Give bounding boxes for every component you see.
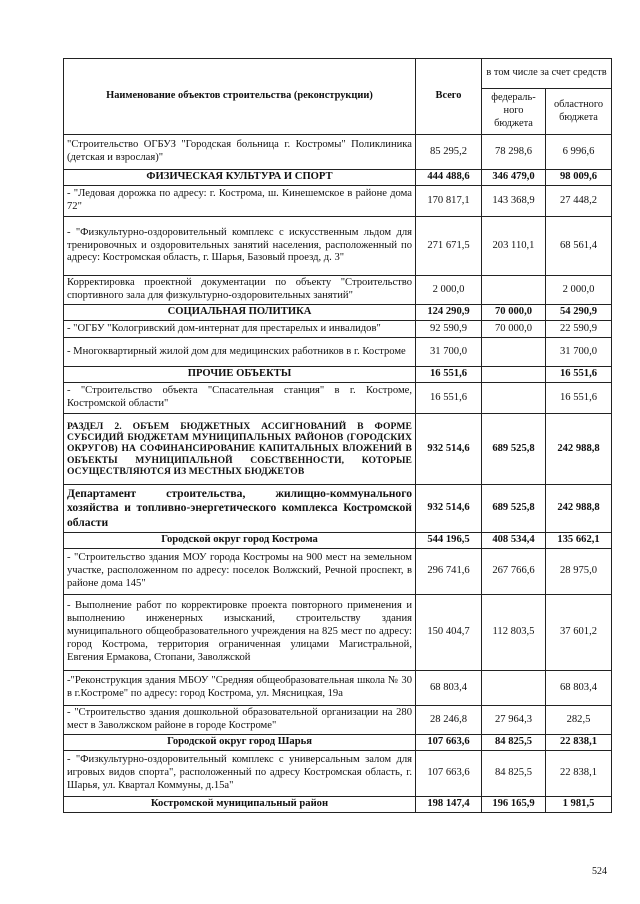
row-federal-cell: 27 964,3 bbox=[482, 706, 546, 735]
section-row bbox=[64, 797, 612, 813]
row-federal-cell bbox=[482, 671, 546, 706]
row-total-cell: 31 700,0 bbox=[416, 338, 482, 367]
row-regional-cell: 68 803,4 bbox=[546, 671, 612, 706]
row-regional-cell: 135 662,1 bbox=[546, 533, 612, 549]
row-federal-cell: 267 766,6 bbox=[482, 549, 546, 595]
row-total-cell: 932 514,6 bbox=[416, 485, 482, 533]
dept-row bbox=[64, 485, 612, 533]
row-name-cell: - "ОГБУ "Кологривский дом-интернат для престарелых и инвалидов" bbox=[64, 321, 416, 338]
row-regional-cell: 22 590,9 bbox=[546, 321, 612, 338]
row-total-cell: 92 590,9 bbox=[416, 321, 482, 338]
row-federal-cell: 203 110,1 bbox=[482, 217, 546, 276]
section-row bbox=[64, 170, 612, 186]
row-federal-cell: 70 000,0 bbox=[482, 305, 546, 321]
row-federal-cell: 70 000,0 bbox=[482, 321, 546, 338]
row-total-cell: 107 663,6 bbox=[416, 751, 482, 797]
table-row bbox=[64, 549, 612, 595]
row-name-cell: - Многоквартирный жилой дом для медицинских работников в г. Костроме bbox=[64, 338, 416, 367]
row-total-cell: 170 817,1 bbox=[416, 186, 482, 217]
table-row bbox=[64, 706, 612, 735]
row-total-cell: 271 671,5 bbox=[416, 217, 482, 276]
row-name-cell: -"Реконструкция здания МБОУ "Средняя общеобразовательная школа № 30 в г.Костроме" по адресу: город Кострома, ул. Мясницкая, 19а bbox=[64, 671, 416, 706]
row-federal-cell: 112 803,5 bbox=[482, 595, 546, 671]
row-regional-cell: 98 009,6 bbox=[546, 170, 612, 186]
row-name-cell: - Выполнение работ по корректировке проекта повторного применения и выполнению инженерных изысканий, строительству здания муниципального общеобразовательного учреждения на 825 мест по адресу: город Кострома, территория ограниченная улицами Магистральной, Евгения Ермакова, Стопани, Заволжской bbox=[64, 595, 416, 671]
row-total-cell: 16 551,6 bbox=[416, 383, 482, 414]
row-name-cell: Костромской муниципальный район bbox=[64, 797, 416, 813]
table-body bbox=[64, 135, 612, 813]
row-regional-cell: 6 996,6 bbox=[546, 135, 612, 170]
row-name-cell: - "Строительство здания МОУ города Костромы на 900 мест на земельном участке, расположенном по адресу: поселок Волжский, Речной проспект, в районе дома 145" bbox=[64, 549, 416, 595]
row-federal-cell: 78 298,6 bbox=[482, 135, 546, 170]
page-number: 524 bbox=[592, 866, 607, 877]
section-row bbox=[64, 533, 612, 549]
table-row bbox=[64, 751, 612, 797]
razdel-row bbox=[64, 414, 612, 485]
row-federal-cell: 196 165,9 bbox=[482, 797, 546, 813]
row-regional-cell: 37 601,2 bbox=[546, 595, 612, 671]
row-total-cell: 932 514,6 bbox=[416, 414, 482, 485]
row-regional-cell: 27 448,2 bbox=[546, 186, 612, 217]
row-regional-cell: 1 981,5 bbox=[546, 797, 612, 813]
table-row bbox=[64, 383, 612, 414]
row-name-cell: СОЦИАЛЬНАЯ ПОЛИТИКА bbox=[64, 305, 416, 321]
row-total-cell: 296 741,6 bbox=[416, 549, 482, 595]
row-regional-cell: 22 838,1 bbox=[546, 735, 612, 751]
row-name-cell: - "Физкультурно-оздоровительный комплекс с универсальным залом для игровых видов спорта", расположенный по адресу Костромская область, г. Шарья, ул. Квартал Коммуны, д.15а" bbox=[64, 751, 416, 797]
row-federal-cell: 346 479,0 bbox=[482, 170, 546, 186]
table-row bbox=[64, 595, 612, 671]
col-regional-header: областного бюджета bbox=[546, 89, 612, 135]
row-regional-cell: 242 988,8 bbox=[546, 414, 612, 485]
row-total-cell: 198 147,4 bbox=[416, 797, 482, 813]
row-name-cell: - "Физкультурно-оздоровительный комплекс с искусственным льдом для тренировочных и оздоровительных занятий населения, расположенный по адресу: Костромская область, г. Шарья, Базовый проезд, д. 3" bbox=[64, 217, 416, 276]
row-regional-cell: 31 700,0 bbox=[546, 338, 612, 367]
row-name-cell: - "Строительство объекта "Спасательная станция" в г. Костроме, Костромской области" bbox=[64, 383, 416, 414]
row-total-cell: 16 551,6 bbox=[416, 367, 482, 383]
table-row bbox=[64, 321, 612, 338]
row-name-cell: ПРОЧИЕ ОБЪЕКТЫ bbox=[64, 367, 416, 383]
row-federal-cell: 689 525,8 bbox=[482, 485, 546, 533]
row-total-cell: 444 488,6 bbox=[416, 170, 482, 186]
col-including-header: в том числе за счет средств bbox=[482, 59, 612, 89]
row-name-cell: Корректировка проектной документации по объекту "Строительство спортивного зала для физкультурно-оздоровительных занятий" bbox=[64, 276, 416, 305]
table-row bbox=[64, 276, 612, 305]
table-row bbox=[64, 338, 612, 367]
row-name-cell: Городской округ город Шарья bbox=[64, 735, 416, 751]
table-row bbox=[64, 186, 612, 217]
table-row bbox=[64, 135, 612, 170]
row-regional-cell: 22 838,1 bbox=[546, 751, 612, 797]
row-federal-cell bbox=[482, 338, 546, 367]
table-header bbox=[64, 59, 612, 135]
row-total-cell: 85 295,2 bbox=[416, 135, 482, 170]
row-total-cell: 107 663,6 bbox=[416, 735, 482, 751]
row-name-cell: РАЗДЕЛ 2. ОБЪЕМ БЮДЖЕТНЫХ АССИГНОВАНИЙ В ФОРМЕ СУБСИДИЙ БЮДЖЕТАМ МУНИЦИПАЛЬНЫХ РАЙОНОВ (ГОРОДСКИХ ОКРУГОВ) НА СОФИНАНСИРОВАНИЕ КАПИТАЛЬНЫХ ВЛОЖЕНИЙ В ОБЪЕКТЫ МУНИЦИПАЛЬНОЙ СОБСТВЕННОСТИ, КОТОРЫЕ ОСУЩЕСТВЛЯЮТСЯ ИЗ МЕСТНЫХ БЮДЖЕТОВ bbox=[64, 414, 416, 485]
row-federal-cell: 689 525,8 bbox=[482, 414, 546, 485]
section-row bbox=[64, 367, 612, 383]
col-total-header: Всего bbox=[416, 59, 482, 135]
col-federal-header: федераль-ного бюджета bbox=[482, 89, 546, 135]
row-name-cell: Департамент строительства, жилищно-коммунального хозяйства и топливно-энергетического комплекса Костромской области bbox=[64, 485, 416, 533]
row-name-cell: "Строительство ОГБУЗ "Городская больница г. Костромы" Поликлиника (детская и взрослая)" bbox=[64, 135, 416, 170]
row-regional-cell: 2 000,0 bbox=[546, 276, 612, 305]
row-total-cell: 28 246,8 bbox=[416, 706, 482, 735]
row-name-cell: - "Ледовая дорожка по адресу: г. Кострома, ш. Кинешемское в районе дома 72" bbox=[64, 186, 416, 217]
table-row bbox=[64, 217, 612, 276]
row-federal-cell bbox=[482, 276, 546, 305]
row-federal-cell: 143 368,9 bbox=[482, 186, 546, 217]
table-row bbox=[64, 671, 612, 706]
row-federal-cell bbox=[482, 367, 546, 383]
row-federal-cell: 84 825,5 bbox=[482, 751, 546, 797]
section-row bbox=[64, 735, 612, 751]
row-federal-cell: 84 825,5 bbox=[482, 735, 546, 751]
row-total-cell: 150 404,7 bbox=[416, 595, 482, 671]
row-total-cell: 2 000,0 bbox=[416, 276, 482, 305]
section-row bbox=[64, 305, 612, 321]
row-name-cell: ФИЗИЧЕСКАЯ КУЛЬТУРА И СПОРТ bbox=[64, 170, 416, 186]
row-total-cell: 544 196,5 bbox=[416, 533, 482, 549]
row-regional-cell: 16 551,6 bbox=[546, 383, 612, 414]
budget-table bbox=[63, 58, 612, 813]
row-name-cell: - "Строительство здания дошкольной образовательной организации на 280 мест в Заволжском районе в городе Костроме" bbox=[64, 706, 416, 735]
row-regional-cell: 68 561,4 bbox=[546, 217, 612, 276]
row-regional-cell: 16 551,6 bbox=[546, 367, 612, 383]
row-name-cell: Городской округ город Кострома bbox=[64, 533, 416, 549]
row-total-cell: 68 803,4 bbox=[416, 671, 482, 706]
row-federal-cell bbox=[482, 383, 546, 414]
row-federal-cell: 408 534,4 bbox=[482, 533, 546, 549]
row-regional-cell: 54 290,9 bbox=[546, 305, 612, 321]
col-name-header: Наименование объектов строительства (реконструкции) bbox=[64, 59, 416, 135]
row-total-cell: 124 290,9 bbox=[416, 305, 482, 321]
row-regional-cell: 282,5 bbox=[546, 706, 612, 735]
row-regional-cell: 28 975,0 bbox=[546, 549, 612, 595]
row-regional-cell: 242 988,8 bbox=[546, 485, 612, 533]
